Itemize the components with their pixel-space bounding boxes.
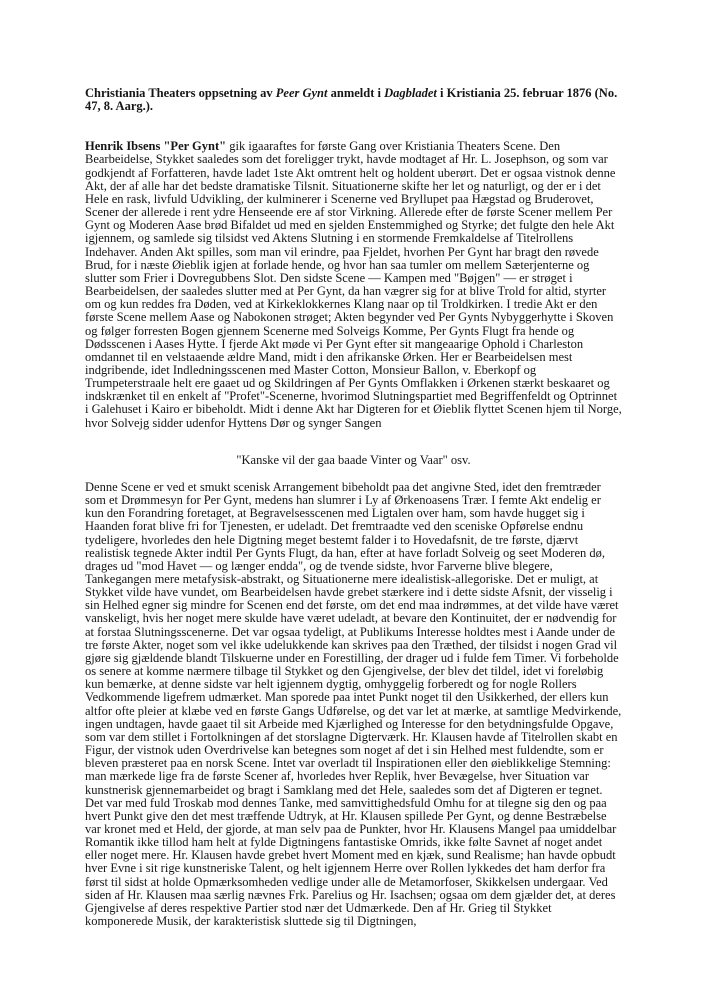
heading-title-dagbladet: Dagbladet xyxy=(384,86,437,100)
paragraph-1 xyxy=(85,140,622,429)
song-quote-line: "Kanske vil der gaa baade Vinter og Vaar" osv. xyxy=(236,452,471,467)
heading-segment: anmeldt i xyxy=(327,86,385,100)
paragraph-1-bold-lead: Henrik Ibsens "Per Gynt" xyxy=(85,139,227,154)
heading-segment: i Kristiania 25. februar 1876 (No. 47, 8. Aarg.). xyxy=(85,86,618,114)
heading-title-peer-gynt: Peer Gynt xyxy=(275,86,328,100)
article-heading xyxy=(85,87,622,113)
heading-segment: Christiania Theaters oppsetning av xyxy=(85,86,276,100)
paragraph-1-text: gik igaaraftes for første Gang over Kristiania Theaters Scene. Den Bearbeidelse, Stykket saaledes som det foreligger trykt, havde modtaget af Hr. L. Josephson, og som var godkjendt af Forfatteren, havde ladet 1ste Akt omtrent helt og holdent uberørt. Det er ogsaa vistnok denne Akt, der af alle har det bedste dramatiske Tilsnit. Situationerne skifte her let og naturligt, og der er i det Hele en rask, livfuld Udvikling, der kulminerer i Scenerne ved Bryllupet paa Hægstad og Bruderovet, Scener der allerede i rent ydre Henseende ere af stor Virkning. Allerede efter de første Scener mellem Per Gynt og Moderen Aase brød Bifaldet ud med en sjelden Enstemmighed og Styrke; det fulgte den hele Akt igjennem, og samlede sig tilsidst ved Aktens Slutning i en stormende Fremkaldelse af Titelrollens Indehaver. Anden Akt spilles, som man vil erindre, paa Fjeldet, hvorhen Per Gynt har bragt den røvede Brud, for i næste Øieblik igjen at forlade hende, og hvor han saa tumler om mellem Sæterjenterne og slutter som Frier i Dovregubbens Slot. Den sidste Scene — Kampen med "Bøjgen" — er strøget i Bearbeidelsen, der saaledes slutter med at Per Gynt, da han vægrer sig for at blive Trold for altid, styrter om og kun reddes fra Døden, ved at Kirkeklokkernes Klang naar op til Troldkirken. I tredie Akt er den første Scene mellem Aase og Nabokonen strøget; Akten begynder ved Per Gynts Nybyggerhytte i Skoven og følger forresten Bogen gjennem Scenerne med Solveigs Komme, Per Gynts Flugt fra hende og Dødsscenen i Aases Hytte. I fjerde Akt møde vi Per Gynt efter sit mangeaarige Ophold i Charleston omdannet til en velstaaende ældre Mand, midt i den afrikanske Ørken. Her er Bearbeidelsen mest indgribende, idet Indledningsscenen med Master Cotton, Monsieur Ballon, v. Eberkopf og Trumpeterstraale helt ere gaaet ud og Skildringen af Per Gynts Omflakken i Ørkenen stærkt beskaaret og indskrænket til en enkelt af "Profet"-Scenerne, hvorimod Slutningspartiet med Begriffenfeldt og Optrinnet i Galehuset i Kairo er bibeholdt. Midt i denne Akt har Digteren for et Øieblik flyttet Scenen hjem til Norge, hvor Solvejg sidder udenfor Hyttens Dør og synger Sangen xyxy=(85,139,622,430)
paragraph-2: Denne Scene er ved et smukt scenisk Arrangement bibeholdt paa det angivne Sted, idet den fremtræder som et Drømmesyn for Per Gynt, medens han slumrer i Ly af Ørkenoasens Trær. I femte Akt endelig er kun den Forandring foretaget, at Begravelsesscenen med Ligtalen over ham, som havde hugget sig i Haanden forat blive fri for Tjenesten, er udeladt. Det fremtraadte ved den sceniske Opførelse endnu tydeligere, hvorledes den hele Digtning meget bestemt falder i to Hovedafsnit, de tre første, djærvt realistisk tegnede Akter indtil Per Gynts Flugt, da han, efter at have forladt Solveig og seet Moderen dø, drages ud "mod Havet — og længer endda", og de tvende sidste, hvor Farverne blive blegere, Tankegangen mere metafysisk-abstrakt, og Situationerne mere idealistisk-allegoriske. Det er muligt, at Stykket vilde have vundet, om Bearbeidelsen havde grebet stærkere ind i dette sidste Afsnit, der visselig i sin Helhed egner sig mindre for Scenen end det første, om det end maa indrømmes, at det vilde have været vanskeligt, hvis her noget mere skulde have været udeladt, at bevare den Kontinuitet, der er nødvendig for at forstaa Slutningsscenerne. Det var ogsaa tydeligt, at Publikums Interesse holdtes mest i Aande under de tre første Akter, noget som vel ikke udelukkende kan skrives paa den Træthed, der tilsidst i nogen Grad vil gjøre sig gjældende blandt Tilskuerne under en Forestilling, der drager ud i fulde fem Timer. Vi forbeholde os senere at komme nærmere tilbage til Stykket og den Gjengivelse, der blev det tildel, idet vi foreløbig kun bemærke, at denne sidste var helt igjennem dygtig, omhyggelig forberedt og for nogle Rollers Vedkommende ligefrem udmærket. Man sporede paa intet Punkt noget til den Usikkerhed, der ellers kun altfor ofte pleier at klæbe ved en første Gangs Udførelse, og det var let at mærke, at samtlige Medvirkende, ingen undtagen, havde gaaet til sit Arbeide med Kjærlighed og Interesse for den betydningsfulde Opgave, som var dem stillet i Fortolkningen af det storslagne Digterværk. Hr. Klausen havde af Titelrollen skabt en Figur, der vistnok uden Overdrivelse kan betegnes som noget af det i sin Helhed mest fuldendte, som er bleven præsteret paa en norsk Scene. Intet var overladt til Inspirationen eller den øieblikkelige Stemning: man mærkede lige fra de første Scener af, hvorledes hver Replik, hver Bevægelse, hver Situation var kunstnerisk gjennemarbeidet og bragt i Samklang med det Hele, saaledes som det af Digteren er tegnet. Det var med fuld Troskab mod dennes Tanke, med samvittighedsfuld Omhu for at tilegne sig den og paa hvert Punkt give den det mest træffende Udtryk, at Hr. Klausen spillede Per Gynt, og denne Bestræbelse var kronet med et Held, der gjorde, at man selv paa de Punkter, hvor Hr. Klausens Mangel paa umiddelbar Romantik ikke tillod ham helt at fylde Digtningens fantastiske Omrids, ikke følte Savnet af noget andet eller noget mere. Hr. Klausen havde grebet hvert Moment med en kjæk, sund Realisme; han havde opbudt hver Evne i sit rige kunstneriske Talent, og helt igjennem Herre over Rollen lykkedes det ham derfor fra først til sidst at holde Opmærksomheden vedlige under alle de Metamorfoser, Skikkelsen undergaar. Ved siden af Hr. Klausen maa særlig nævnes Frk. Parelius og Hr. Isachsen; ogsaa om dem gjælder det, at deres Gjengivelse af deres respektive Partier stod nær det Udmærkede. Den af Hr. Grieg til Stykket komponerede Musik, der karakteristisk sluttede sig til Digtningen, xyxy=(85,479,622,929)
